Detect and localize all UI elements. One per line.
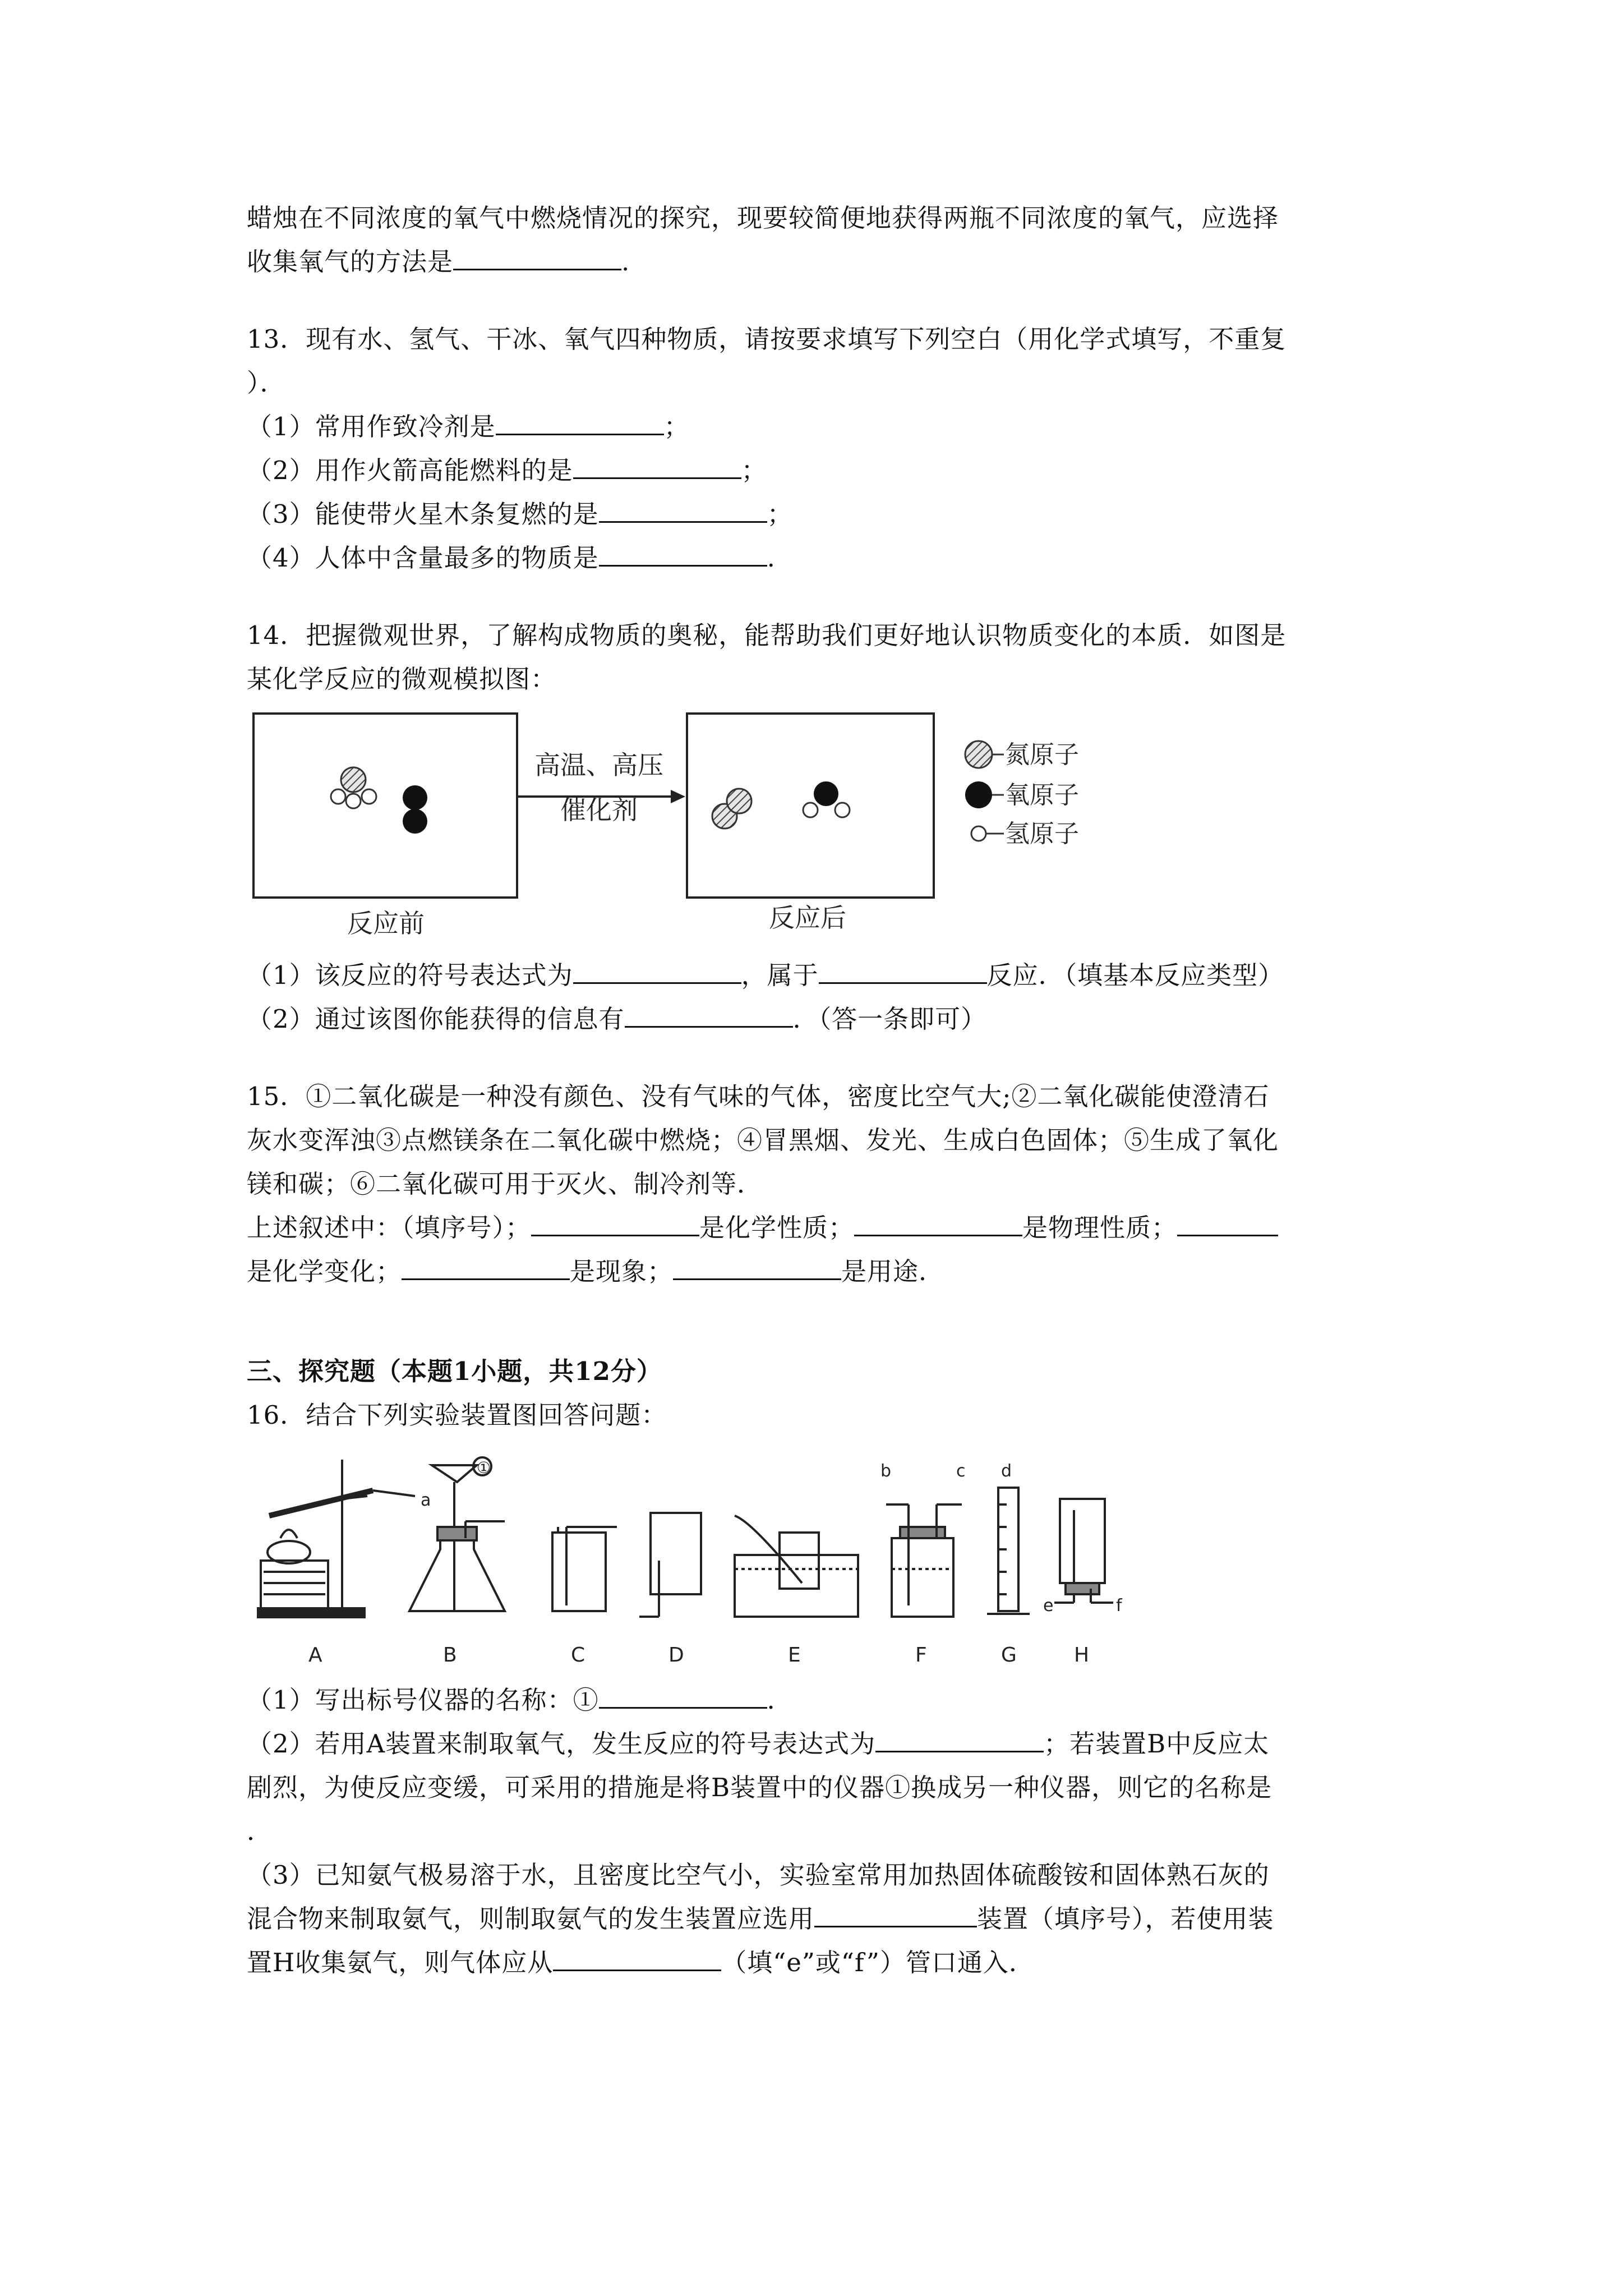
q16-part-2-line-1: （2）若用A装置来制取氧气，发生反应的符号表达式为 ；若装置B中反应太 (247, 1729, 1270, 1759)
legend-oxygen-label: 氧原子 (1005, 781, 1079, 809)
legend-nitrogen-label: 氮原子 (1005, 740, 1079, 769)
mark-circle-1: ① (477, 1458, 491, 1477)
q13-stem-2: ）． (247, 368, 286, 398)
apparatus-e-icon (735, 1516, 858, 1667)
answer-blank[interactable] (819, 960, 987, 984)
label-c: C (571, 1644, 585, 1667)
apparatus-b-icon (409, 1457, 505, 1667)
q16-part-3-line-1: （3）已知氨气极易溶于水，且密度比空气小，实验室常用加热固体硫酸铵和固体熟石灰的 (247, 1860, 1270, 1890)
answer-blank[interactable] (402, 1256, 570, 1280)
section-3-title: 三、探究题（本题1小题，共12分） (247, 1356, 662, 1386)
q13-item-3: （3）能使带火星木条复燃的是 ； (247, 499, 793, 529)
q13-item-4: （4）人体中含量最多的物质是 . (247, 543, 776, 573)
mark-c: c (956, 1461, 966, 1481)
mark-e: e (1043, 1596, 1054, 1616)
q14-part-1: （1）该反应的符号表达式为 ，属于 反应．（填基本反应类型） (247, 960, 1284, 990)
q16-part-2-line-3: ． (247, 1816, 273, 1846)
legend-nitrogen-icon (965, 741, 992, 768)
answer-blank[interactable] (854, 1212, 1022, 1236)
mark-d: d (1001, 1461, 1012, 1481)
reaction-condition-bottom: 催化剂 (560, 795, 638, 825)
oxygen-atom-icon (403, 809, 427, 834)
q14-stem-2: 某化学反应的微观模拟图： (247, 664, 557, 694)
nitrogen-atom-icon (727, 789, 751, 813)
q15-line-4: 上述叙述中：（填序号）； 是化学性质； 是物理性质； (247, 1206, 1396, 1250)
q16-part-2-line-2: 剧烈，为使反应变缓，可采用的措施是将B装置中的仪器①换成另一种仪器，则它的名称是 (247, 1773, 1272, 1802)
q16-part-3-line-2: 混合物来制取氨气，则制取氨气的发生装置应选用 装置（填序号），若使用装 (247, 1904, 1274, 1934)
answer-blank[interactable] (875, 1728, 1044, 1752)
reaction-condition-top: 高温、高压 (534, 750, 663, 780)
mark-b: b (880, 1461, 892, 1481)
mark-a: a (421, 1490, 431, 1510)
reaction-microscopic-diagram (247, 707, 1144, 948)
intro-line-2: 收集氧气的方法是 . (247, 247, 630, 277)
label-e: E (788, 1644, 801, 1667)
reaction-diagram-svg (247, 707, 1144, 948)
before-box (253, 714, 517, 898)
answer-blank[interactable] (531, 1212, 699, 1236)
hydrogen-atom-icon (346, 794, 361, 808)
arrow-head-icon (671, 790, 685, 803)
q16-stem: 16．结合下列实验装置图回答问题： (247, 1400, 667, 1430)
label-b: B (443, 1644, 457, 1667)
legend-oxygen-icon (965, 781, 992, 808)
answer-blank[interactable] (453, 246, 621, 270)
q15-line-3: 镁和碳；⑥二氧化碳可用于灭火、制冷剂等． (247, 1169, 763, 1199)
q15-line-2: 灰水变浑浊③点燃镁条在二氧化碳中燃烧；④冒黑烟、发光、生成白色固体；⑤生成了氧化 (247, 1125, 1279, 1155)
apparatus-h-icon (1043, 1499, 1123, 1667)
nitrogen-atom-icon (341, 767, 366, 792)
q14-part-2: （2）通过该图你能获得的信息有 ．（答一条即可） (247, 1004, 987, 1034)
answer-blank[interactable] (625, 1004, 793, 1028)
answer-blank[interactable] (573, 455, 741, 479)
apparatus-a-icon (258, 1460, 431, 1667)
q16-part-3-line-3: 置H收集氨气，则气体应从 （填“e”或“f”）管口通入． (247, 1948, 1035, 1977)
oxygen-atom-icon (814, 781, 838, 806)
label-before: 反应前 (347, 908, 425, 938)
q13-item-1: （1）常用作致冷剂是 ； (247, 412, 690, 441)
hydrogen-atom-icon (803, 803, 818, 817)
q13-item-2: （2）用作火箭高能燃料的是 ； (247, 455, 767, 485)
apparatus-c-icon (552, 1527, 617, 1667)
label-a: A (308, 1644, 322, 1667)
oxygen-atom-icon (403, 785, 427, 810)
q15-line-1: 15．①二氧化碳是一种没有颜色、没有气味的气体，密度比空气大;②二氧化碳能使澄清石 (247, 1082, 1270, 1111)
label-f: F (915, 1644, 927, 1667)
q15-line-5: 是化学变化； 是现象； 是用途． (247, 1257, 945, 1286)
apparatus-g-icon (987, 1461, 1030, 1667)
label-g: G (1001, 1644, 1017, 1667)
apparatus-f-icon (880, 1461, 966, 1667)
mark-f: f (1116, 1596, 1122, 1616)
hydrogen-atom-icon (835, 803, 850, 817)
legend-hydrogen-label: 氢原子 (1005, 820, 1079, 848)
answer-blank[interactable] (573, 960, 741, 984)
intro-line-1: 蜡烛在不同浓度的氧气中燃烧情况的探究，现要较简便地获得两瓶不同浓度的氧气，应选择 (247, 203, 1279, 233)
answer-blank[interactable] (496, 411, 664, 435)
answer-blank[interactable] (814, 1903, 977, 1927)
apparatus-d-icon (639, 1513, 701, 1667)
page-content (247, 196, 1396, 1985)
apparatus-svg (247, 1448, 1200, 1673)
q13-stem-1: 13．现有水、氢气、干冰、氧气四种物质，请按要求填写下列空白（用化学式填写，不重复 (247, 324, 1287, 354)
hydrogen-atom-icon (362, 789, 376, 804)
apparatus-diagram (247, 1448, 1200, 1673)
q14-stem-1: 14．把握微观世界，了解构成物质的奥秘，能帮助我们更好地认识物质变化的本质．如图是 (247, 620, 1287, 650)
answer-blank[interactable] (599, 542, 767, 567)
legend-hydrogen-icon (971, 826, 986, 841)
q16-part-1: （1）写出标号仪器的名称：① ． (247, 1685, 793, 1715)
label-after: 反应后 (769, 903, 846, 933)
answer-blank[interactable] (553, 1947, 721, 1971)
answer-blank[interactable] (1177, 1212, 1278, 1236)
label-h: H (1074, 1644, 1090, 1667)
answer-blank[interactable] (599, 499, 767, 523)
answer-blank[interactable] (673, 1256, 841, 1280)
label-d: D (668, 1644, 684, 1667)
answer-blank[interactable] (599, 1685, 767, 1709)
hydrogen-atom-icon (331, 789, 345, 804)
